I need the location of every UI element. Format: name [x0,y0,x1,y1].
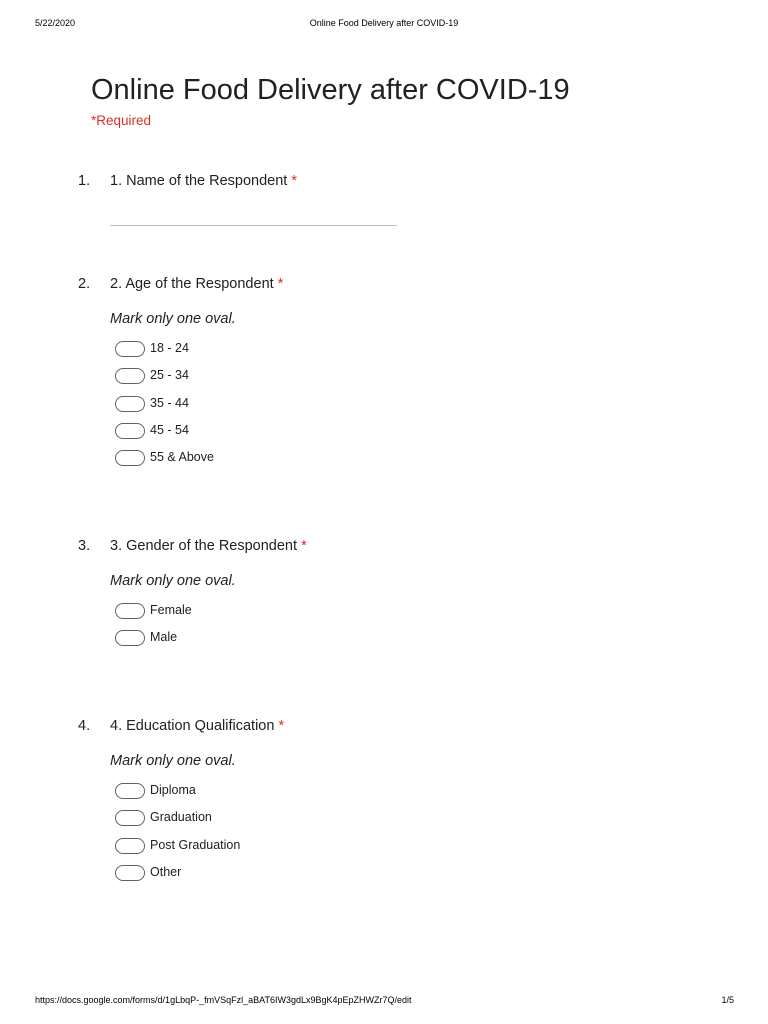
question-instruction: Mark only one oval. [110,753,236,769]
required-star: * [277,276,284,292]
option-label: 35 - 44 [150,395,189,410]
page-url[interactable]: https://docs.google.com/forms/d/1gLbqP-_fmVSqFzl_aBAT6IW3gdLx9BgK4pEpZHWZr7Q/edit [35,995,412,1005]
oval-radio[interactable] [115,423,145,439]
question-instruction: Mark only one oval. [110,573,236,589]
question-title-text: 3. Gender of the Respondent [110,538,298,554]
option-label: Female [150,603,192,617]
question-number: 4. [78,718,91,734]
page-number: 1/5 [721,995,734,1005]
question-title [110,173,297,189]
oval-radio[interactable] [115,865,145,881]
option-label: Post Graduation [150,837,241,852]
form-title: Online Food Delivery after COVID-19 [91,74,570,106]
question-number: 1. [78,173,91,189]
print-footer [0,995,768,1009]
question-instruction: Mark only one oval. [110,311,236,327]
print-title: Online Food Delivery after COVID-19 [309,18,459,28]
oval-radio[interactable] [115,341,145,357]
oval-radio[interactable] [115,810,145,826]
required-star: * [291,173,298,189]
question-number: 3. [78,538,91,554]
required-note: *Required [91,113,152,128]
question-title-text: 4. Education Qualification [110,718,275,734]
option-label: 55 & Above [150,450,214,465]
oval-radio[interactable] [115,838,145,854]
question-title [110,276,283,292]
print-date: 5/22/2020 [35,18,76,28]
option-label: Male [150,630,178,645]
oval-radio[interactable] [115,396,145,412]
question-title-text: 2. Age of the Respondent [110,276,274,292]
question-title-text: 1. Name of the Respondent [110,173,288,189]
name-answer-field[interactable] [110,225,397,226]
oval-radio[interactable] [115,783,145,799]
oval-radio[interactable] [115,450,145,466]
oval-radio[interactable] [115,368,145,384]
option-label: Graduation [150,810,212,825]
option-label: Diploma [150,783,196,797]
required-star: * [301,538,307,554]
option-label: 25 - 34 [150,368,189,383]
question-title [110,718,284,734]
oval-radio[interactable] [115,630,145,646]
option-label: 45 - 54 [150,422,189,437]
print-header [0,18,768,32]
option-label: Other [150,864,182,879]
question-title [110,538,307,554]
required-star: * [278,718,285,734]
oval-radio[interactable] [115,603,145,619]
question-number: 2. [78,276,91,292]
option-label: 18 - 24 [150,341,189,355]
